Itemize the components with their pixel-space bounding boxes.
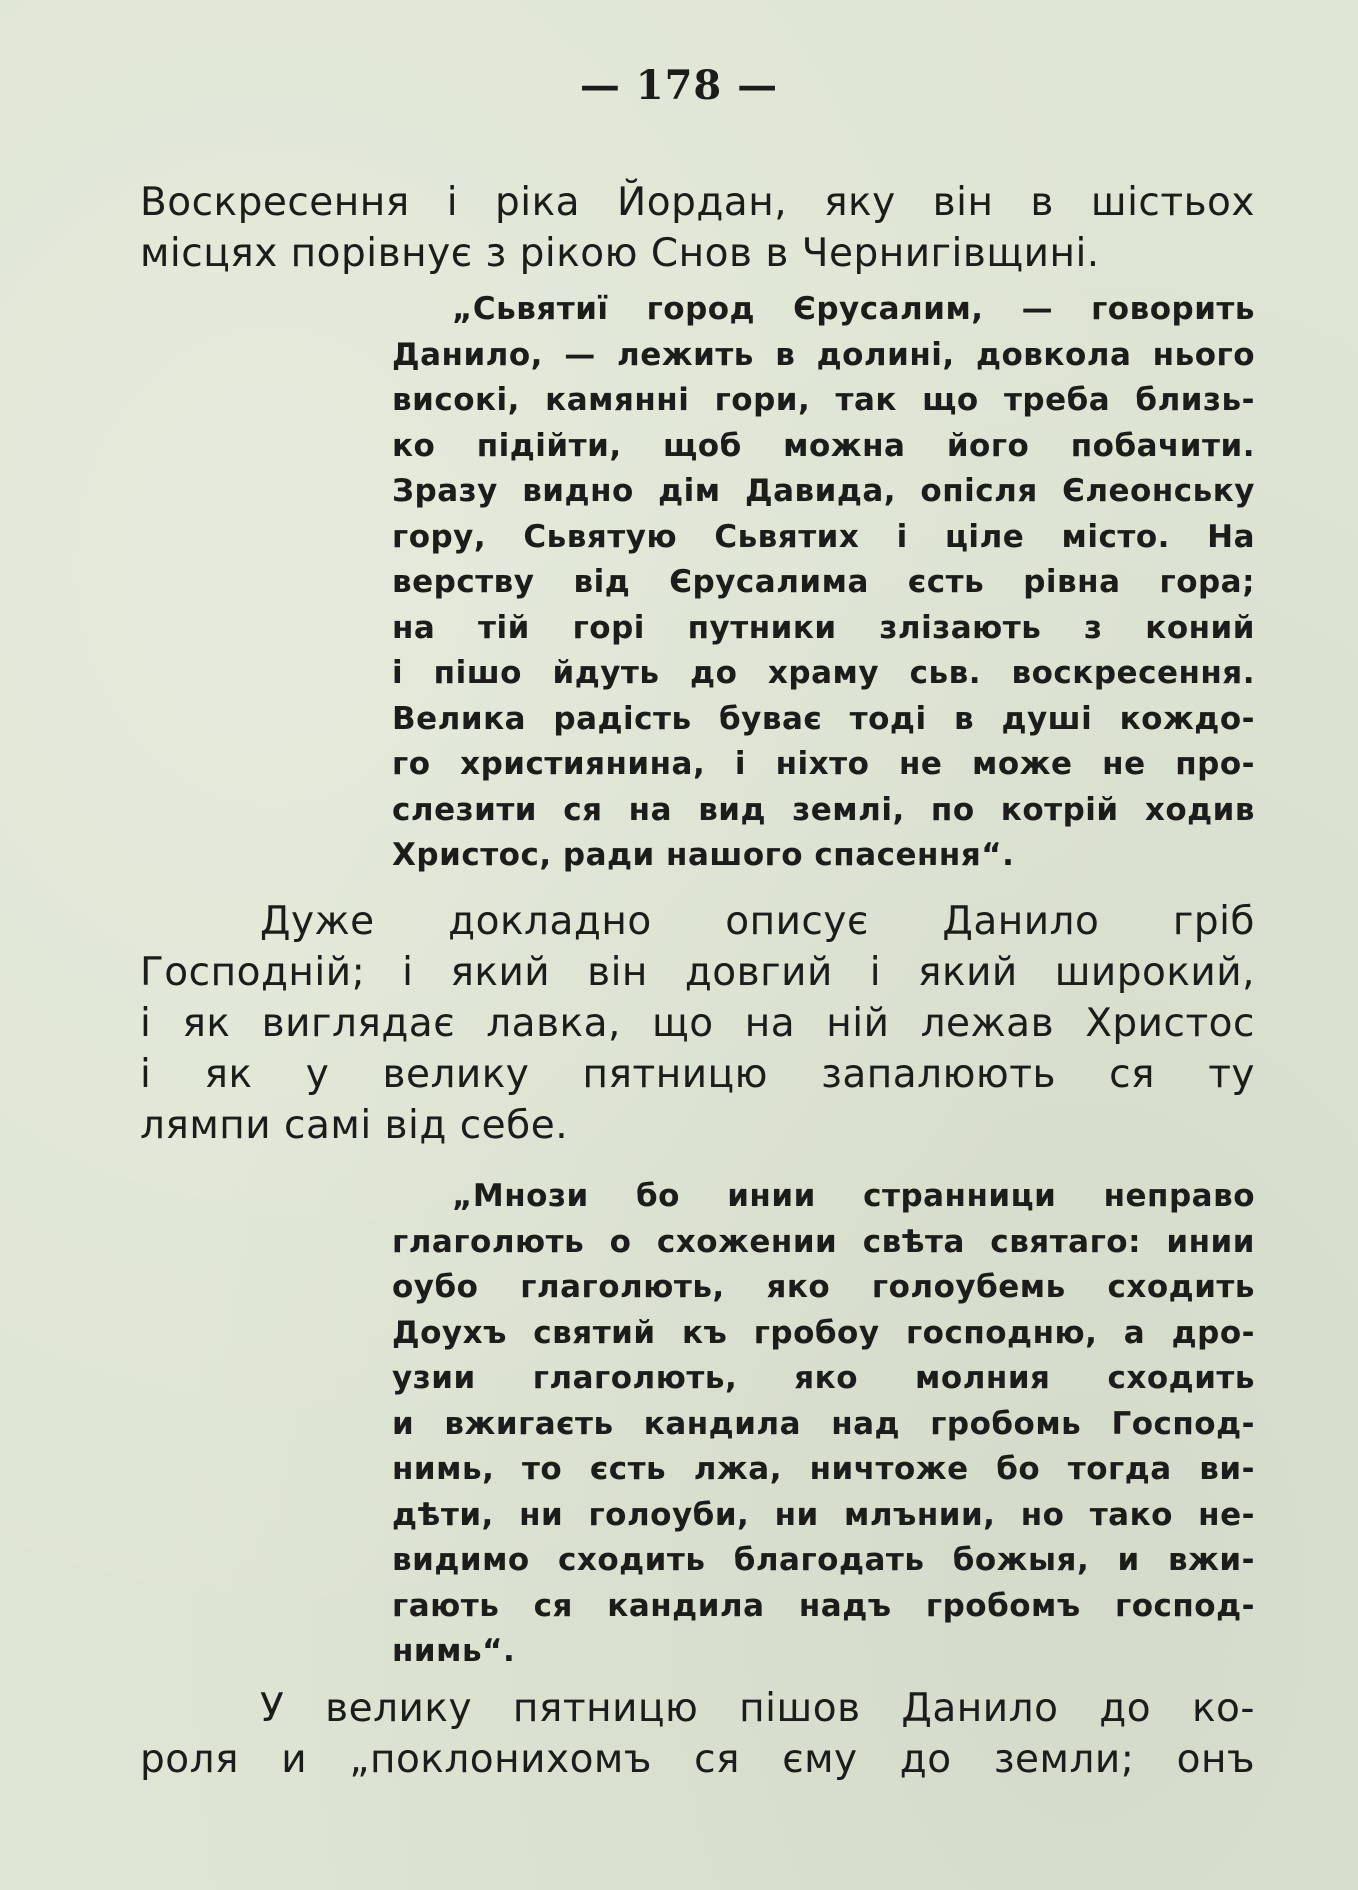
quote-line: гору, Сьвятую Сьвятих і ціле місто. На (392, 518, 1255, 555)
quote-line: и вжигаєть кандила над гробомь Господ- (392, 1405, 1255, 1442)
quote-line: нимь, то єсть лжа, ничтоже бо тогда ви- (392, 1451, 1255, 1487)
quote-line: на тій горі путники злізають з коний (392, 609, 1255, 646)
quotation-block (392, 1174, 1255, 1675)
quote-line: видимо сходить благодать божыя, и вжи- (392, 1542, 1255, 1578)
quotation-block (392, 287, 1255, 879)
main-paragraph (140, 896, 1255, 1151)
text-line: лямпи самі від себе. (140, 1103, 569, 1148)
quote-line: Данило, — лежить в долині, довкола нього (392, 336, 1255, 373)
quote-line: Зразу видно дім Давида, опісля Єлеонську (392, 473, 1255, 509)
quote-line: узии глаголють, яко молния сходить (392, 1360, 1255, 1396)
quote-line: нимь“. (392, 1633, 516, 1669)
quote-line: оубо глаголють, яко голоубемь сходить (392, 1269, 1255, 1305)
quote-line: слезити ся на вид землі, по котрій ходив (392, 791, 1255, 828)
quote-line: Велика радість буває тоді в душі кождо- (392, 700, 1255, 737)
quote-line: го християнина, і ніхто не може не про- (392, 746, 1255, 782)
text-line: Дуже докладно описує Данило гріб (260, 899, 1255, 944)
text-line: роля и „поклонихомъ ся єму до земли; онъ (140, 1737, 1255, 1782)
quote-line: дѣти, ни голоуби, ни млънии, но тако не- (392, 1496, 1255, 1533)
quote-line: „Сьвятиї город Єрусалим, — говорить (452, 291, 1255, 327)
text-line: і як виглядає лавка, що на ній лежав Христос (140, 1001, 1255, 1046)
quote-line: Христос, ради нашого спасення“. (392, 837, 1015, 873)
quote-line: високі, камяннi гори, так що треба близь- (392, 382, 1255, 418)
text-line: і як у велику пятницю запалюють ся ту (140, 1052, 1255, 1097)
text-line: У велику пятницю пішов Данило до ко- (260, 1686, 1255, 1731)
quote-line: глаголють о схожении свѣта святаго: инии (392, 1223, 1255, 1260)
quote-line: ко підійти, щоб можна його побачити. (392, 427, 1255, 464)
page-number: — 178 — (579, 62, 779, 109)
quote-line: Доухъ святий къ гробоу господню, а дро- (392, 1314, 1255, 1351)
quote-line: „Мнози бо инии странници неправо (452, 1178, 1255, 1214)
text-line: місцях порівнує з рікою Снов в Чернигівщині. (140, 231, 1100, 276)
main-paragraph (140, 177, 1255, 279)
quote-line: і пішо йдуть до храму сьв. воскресення. (392, 655, 1255, 691)
main-paragraph (140, 1683, 1255, 1785)
quote-line: гають ся кандила надъ гробомъ господ- (392, 1587, 1255, 1624)
quote-line: верству від Єрусалима єсть рівна гора; (392, 564, 1255, 600)
text-line: Господній; і який він довгий і який широкий, (140, 950, 1255, 995)
text-line: Воскресення і ріка Йордан, яку він в шістьох (140, 180, 1255, 225)
